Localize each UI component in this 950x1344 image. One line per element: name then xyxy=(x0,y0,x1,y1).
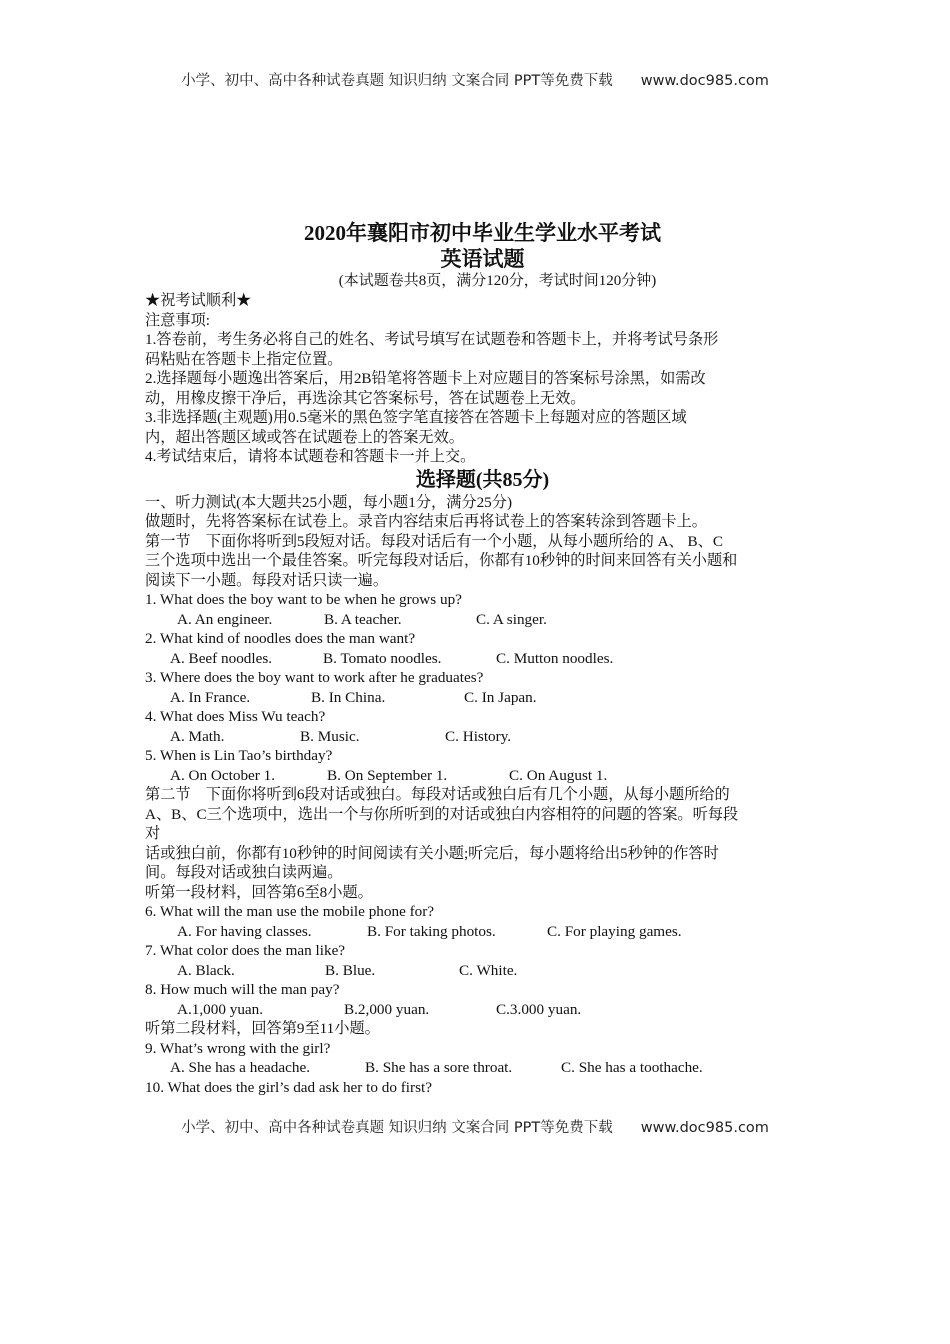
option-a: A. Beef noodles. xyxy=(170,649,273,667)
options-row xyxy=(145,1058,810,1078)
options-row xyxy=(145,766,810,786)
option-a: A. Math. xyxy=(170,727,225,745)
header-text: 小学、初中、高中各种试卷真题 知识归纳 文案合同 PPT等免费下载 xyxy=(181,73,613,89)
option-b: B. In China. xyxy=(311,688,386,706)
option-c: C. For playing games. xyxy=(547,922,682,940)
part1-note: 做题时，先将答案标在试卷上。录音内容结束后再将试卷上的答案转涂到答题卡上。 xyxy=(145,513,707,530)
question: 7. What color does the man like? xyxy=(145,942,346,959)
option-b: B.2,000 yuan. xyxy=(344,1000,430,1018)
option-a: A.1,000 yuan. xyxy=(177,1000,264,1018)
options-row xyxy=(145,649,810,669)
option-a: A. On October 1. xyxy=(170,766,276,784)
notice-line: 3.非选择题(主观题)用0.5毫米的黑色签字笔直接答在答题卡上每题对应的答题区域 xyxy=(145,409,687,426)
option-b: B. She has a sore throat. xyxy=(365,1059,513,1076)
exam-subtitle: 英语试题 xyxy=(440,247,525,271)
notice-title: 注意事项: xyxy=(145,311,210,329)
options-row xyxy=(145,961,810,981)
option-b: B. On September 1. xyxy=(327,766,448,784)
notice-line: 码粘贴在答题卡上指定位置。 xyxy=(145,350,343,368)
question: 4. What does Miss Wu teach? xyxy=(145,708,326,725)
notice-line: 动，用橡皮擦干净后，再选涂其它答案标号，答在试题卷上无效。 xyxy=(145,389,586,407)
option-b: B. A teacher. xyxy=(324,610,402,628)
sec1-line: 三个选项中选出一个最佳答案。听完每段对话后，你都有10秒钟的时间来回答有关小题和 xyxy=(145,552,738,569)
wish-line: ★祝考试顺利★ xyxy=(145,292,252,309)
option-a: A. An engineer. xyxy=(177,610,273,628)
question: 9. What’s wrong with the girl? xyxy=(145,1039,331,1057)
question: 6. What will the man use the mobile phone for? xyxy=(145,903,435,920)
question: 1. What does the boy want to be when he grows up? xyxy=(145,591,462,608)
material-line: 听第一段材料，回答第6至8小题。 xyxy=(145,883,373,901)
option-b: B. Tomato noodles. xyxy=(323,649,442,667)
material-line: 听第二段材料，回答第9至11小题。 xyxy=(145,1020,380,1037)
notice-line: 内，超出答题区域或答在试题卷上的答案无效。 xyxy=(145,428,464,446)
sec2-line: 话或独白前，你都有10秒钟的时间阅读有关小题;听完后，每小题将给出5秒钟的作答时 xyxy=(145,844,719,862)
page-header xyxy=(0,69,950,90)
option-c: C. History. xyxy=(445,727,512,745)
options-row xyxy=(145,688,810,708)
option-a: A. She has a headache. xyxy=(170,1059,311,1076)
question: 3. Where does the boy want to work after he graduates? xyxy=(145,669,484,686)
options-row xyxy=(145,1000,810,1020)
question: 2. What kind of noodles does the man want? xyxy=(145,630,416,647)
option-c: C. A singer. xyxy=(476,610,547,628)
option-a: A. For having classes. xyxy=(177,922,312,940)
exam-title: 2020年襄阳市初中毕业生学业水平考试 xyxy=(304,221,661,245)
sec2-line: 对 xyxy=(145,825,161,842)
footer-text: 小学、初中、高中各种试卷真题 知识归纳 文案合同 PPT等免费下载 xyxy=(181,1120,613,1136)
exam-content xyxy=(145,220,810,1097)
option-c: C. In Japan. xyxy=(464,688,537,706)
options-row xyxy=(145,727,810,747)
question: 10. What does the girl’s dad ask her to do first? xyxy=(145,1078,432,1096)
notice-line: 2.选择题每小题逸出答案后，用2B铅笔将答题卡上对应题目的答案标号涂黑，如需改 xyxy=(145,370,706,387)
notice-line: 4.考试结束后，请将本试题卷和答题卡一并上交。 xyxy=(145,448,476,465)
question: 8. How much will the man pay? xyxy=(145,981,340,998)
sec2-line: 间。每段对话或独白读两遍。 xyxy=(145,864,343,881)
option-a: A. Black. xyxy=(177,961,235,979)
option-c: C. White. xyxy=(459,961,518,979)
header-site: www.doc985.com xyxy=(640,73,769,89)
option-b: B. Blue. xyxy=(325,961,376,979)
option-c: C. Mutton noodles. xyxy=(496,649,614,667)
option-c: C.3.000 yuan. xyxy=(496,1000,582,1018)
page-footer xyxy=(0,1116,950,1137)
section-title: 选择题(共85分) xyxy=(415,468,550,491)
sec1-line: 阅读下一小题。每段对话只读一遍。 xyxy=(145,571,388,589)
question: 5. When is Lin Tao’s birthday? xyxy=(145,747,333,764)
exam-info: (本试题卷共8页，满分120分，考试时间120分钟) xyxy=(338,273,657,289)
options-row xyxy=(145,610,810,630)
option-b: B. For taking photos. xyxy=(367,922,496,940)
part1-title: 一、听力测试(本大题共25小题，每小题1分，满分25分) xyxy=(145,493,513,511)
option-a: A. In France. xyxy=(170,688,251,706)
sec2-line: 第二节 下面你将听到6段对话或独白。每段对话或独白后有几个小题，从每小题所给的 xyxy=(145,786,730,803)
notice-line: 1.答卷前，考生务必将自己的姓名、考试号填写在试题卷和答题卡上，并将考试号条形 xyxy=(145,331,719,348)
option-b: B. Music. xyxy=(300,727,360,745)
sec1-line: 第一节 下面你将听到5段短对话。每段对话后有一个小题，从每小题所给的 A、 B、C xyxy=(145,532,723,550)
option-c: C. On August 1. xyxy=(509,766,608,784)
footer-site: www.doc985.com xyxy=(640,1120,769,1136)
option-c: C. She has a toothache. xyxy=(561,1059,703,1076)
sec2-line: A、B、C三个选项中，选出一个与你所听到的对话或独白内容相符的问题的答案。听每段 xyxy=(145,805,739,823)
options-row xyxy=(145,922,810,942)
